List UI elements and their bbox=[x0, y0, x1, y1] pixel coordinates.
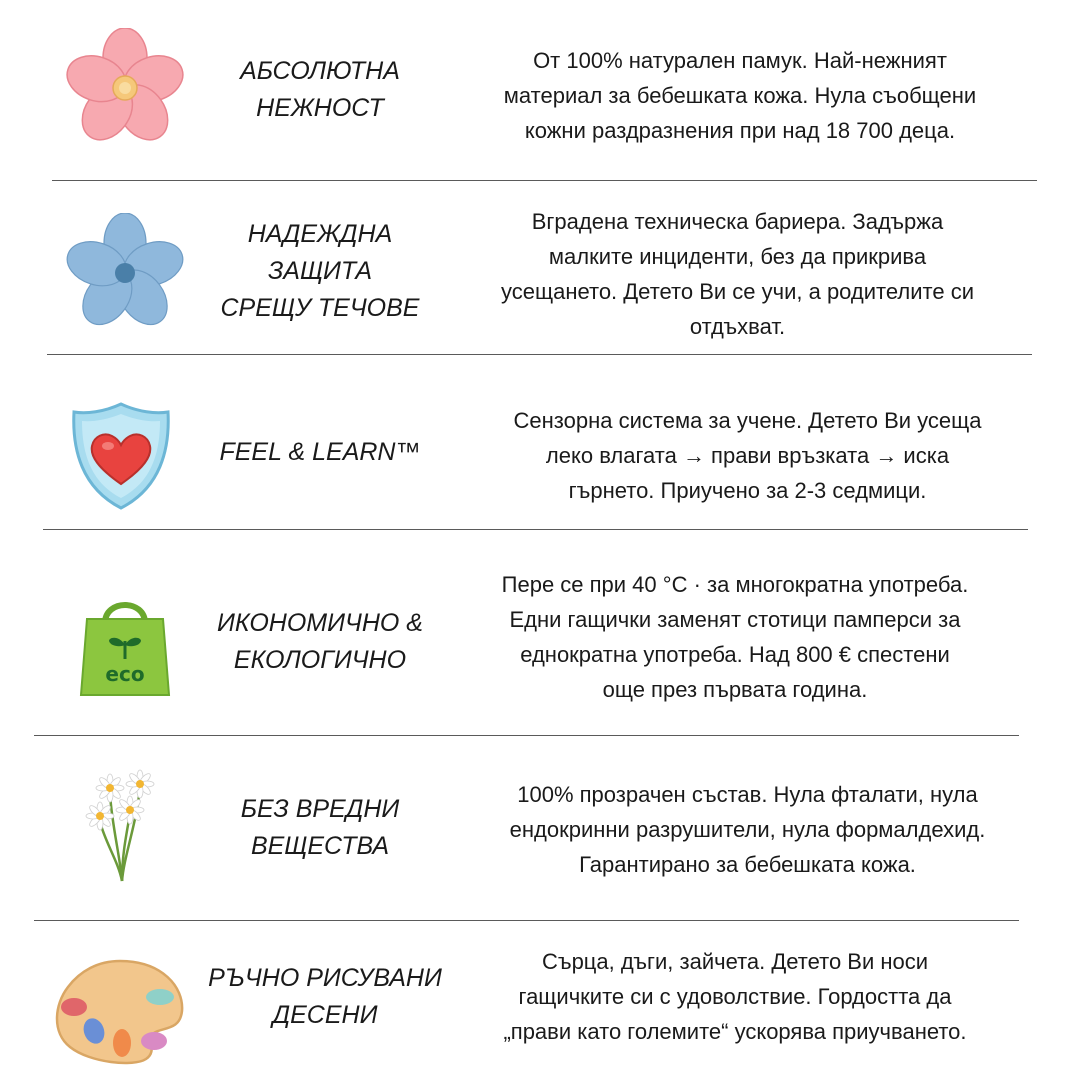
feature-description: Сърца, дъги, зайчета. Детето Ви носи гащичките си с удоволствие. Гордостта да „прави като големите“ ускорява приучването. bbox=[503, 948, 967, 1044]
feature-row-softness bbox=[0, 0, 1080, 180]
heart-shield-icon bbox=[68, 400, 174, 512]
feature-description: Сензорна система за учене. Детето Ви усеща леко влагата → прави връзката → иска гърнето. Приучено за 2-3 седмици. bbox=[513, 407, 982, 503]
feature-description: 100% прозрачен състав. Нула фталати, нула ендокринни разрушители, нула формалдехид. Гарантирано за бебешката кожа. bbox=[509, 781, 986, 877]
eco-bag-icon bbox=[75, 585, 175, 700]
eco-label: eco bbox=[105, 662, 145, 686]
feature-description: Пере се при 40 °C · за многократна употреба. Едни гащички заменят стотици памперси за еднократна употреба. Над 800 € спестени още през първата година. bbox=[501, 572, 969, 702]
feature-title: ИКОНОМИЧНО & ЕКОЛОГИЧНО bbox=[217, 609, 423, 674]
feature-row-eco bbox=[0, 530, 1080, 735]
feature-title: РЪЧНО РИСУВАНИ ДЕСЕНИ bbox=[208, 964, 442, 1029]
daisies-icon bbox=[80, 766, 160, 886]
feature-row-no-harmful bbox=[0, 736, 1080, 920]
feature-title: FEEL & LEARN™ bbox=[219, 437, 421, 466]
feature-row-hand-painted bbox=[0, 921, 1080, 1080]
feature-title: АБСОЛЮТНА НЕЖНОСТ bbox=[240, 57, 400, 122]
feature-row-protection bbox=[0, 181, 1080, 354]
blue-flower-icon bbox=[65, 213, 185, 333]
paint-palette-icon bbox=[50, 951, 190, 1071]
pink-flower-icon bbox=[60, 28, 190, 148]
feature-title: БЕЗ ВРЕДНИ ВЕЩЕСТВА bbox=[240, 795, 400, 860]
feature-description: Вградена техническа бариера. Задържа малките инциденти, без да прикрива усещането. Детето Ви се учи, а родителите си отдъхват. bbox=[501, 208, 974, 339]
feature-description: От 100% натурален памук. Най-нежният материал за бебешката кожа. Нула съобщени кожни раздразнения при над 18 700 деца. bbox=[503, 47, 977, 143]
feature-row-feel-learn bbox=[0, 355, 1080, 529]
feature-title: НАДЕЖДНА ЗАЩИТА СРЕЩУ ТЕЧОВЕ bbox=[220, 219, 420, 322]
